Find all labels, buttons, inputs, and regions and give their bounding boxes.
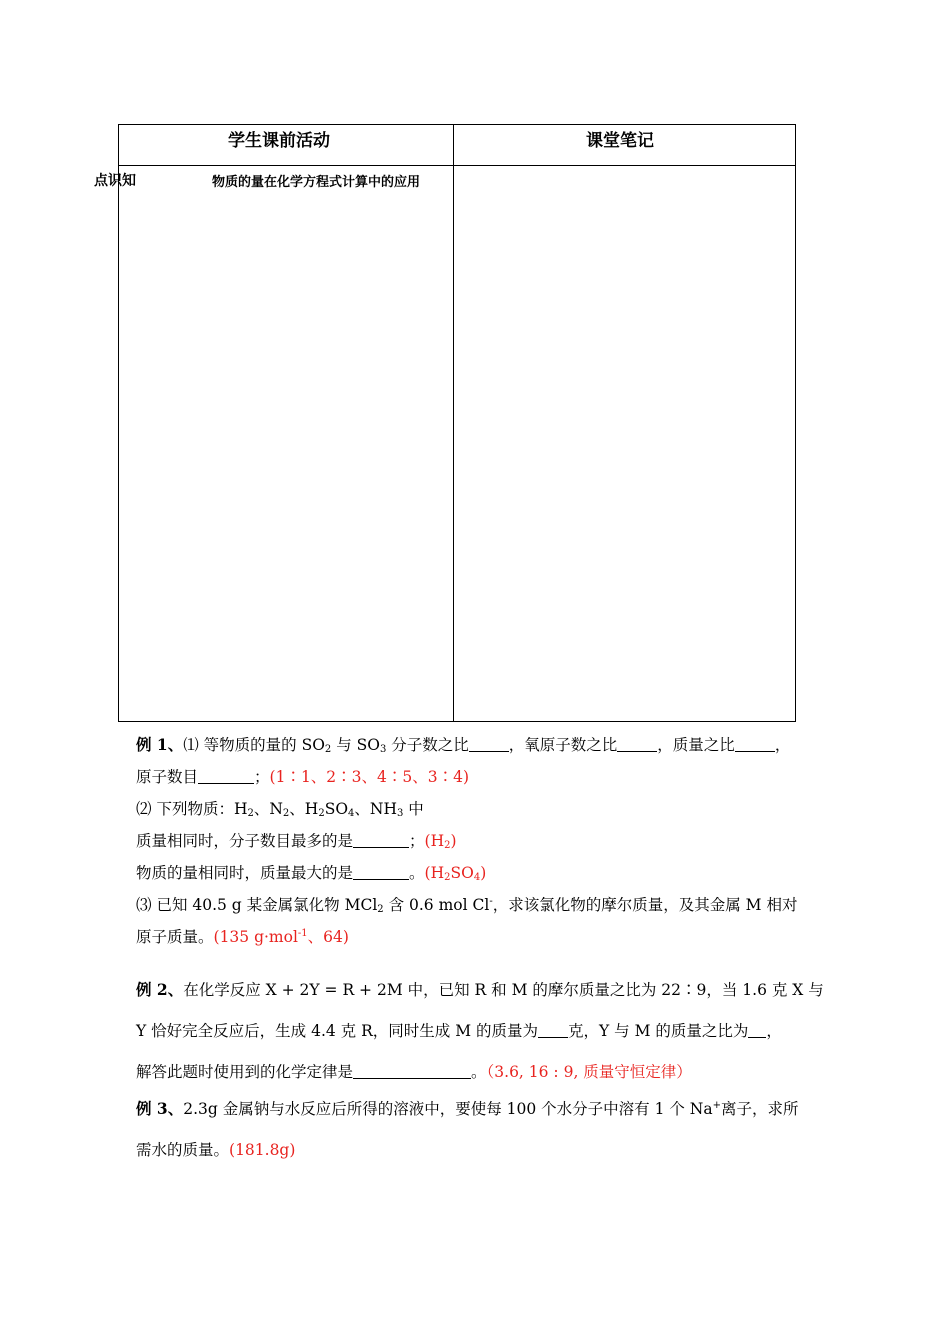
blank [198, 769, 254, 784]
blank [538, 1023, 568, 1038]
ex1-line3: ⑵ 下列物质：$H_2$、$N_2$、$H_2SO_4$、$NH_3$ 中 [136, 800, 424, 819]
column-divider [453, 125, 454, 721]
class-notes-header: 课堂笔记 [586, 131, 654, 151]
ex3-line1: 例 3、2.3g 金属钠与水反应后所得的溶液中，要使每 100 个水分子中溶有 1 个 Na+离子，求所 [136, 1099, 799, 1118]
ex3-line2: 需水的质量。(181.8g) [136, 1141, 296, 1159]
ex2-line1: 例 2、在化学反应 X + 2Y = R + 2M 中，已知 R 和 M 的摩尔质量之比为 22∶9，当 1.6 克 X 与 [136, 980, 824, 999]
ex2-line3: 解答此题时使用到的化学定律是 。（3.6, 16 : 9, 质量守恒定律） [136, 1063, 692, 1081]
blank [469, 737, 509, 752]
student-activity-header: 学生课前活动 [228, 131, 330, 151]
ex1-p1-answer: (1∶1、2∶3、4∶5、3∶4) [269, 768, 470, 786]
ex1-line1: 例 1、⑴ 等物质的量的 $SO_2$ 与 $SO_3$ 分子数之比 ，氧原子数之比 ，质量之比 ， [136, 735, 791, 755]
blank [353, 865, 409, 880]
header-divider [119, 165, 795, 166]
ex1-p3-answer: (135 g·mol$^{-1}$、64) [213, 928, 349, 946]
ex2-line2: Y 恰好完全反应后，生成 4.4 克 R，同时生成 M 的质量为 克，Y 与 M 的质量之比为 ， [136, 1022, 782, 1040]
ex1-p2-answer2: $(H_2SO_4)$ [424, 864, 487, 883]
topic-title: 物质的量在化学方程式计算中的应用 [212, 175, 421, 190]
blank [735, 737, 775, 752]
ex1-line4: 质量相同时，分子数目最多的是 ；$(H_2)$ [136, 832, 457, 851]
ex1-line7: 原子质量。(135 g·mol$^{-1}$、64) [136, 928, 349, 946]
ex2-answer: （3.6, 16 : 9, 质量守恒定律） [486, 1063, 692, 1081]
knowledge-point-label: 点识知 [94, 173, 136, 189]
blank [617, 737, 657, 752]
blank [353, 1064, 471, 1079]
blank [353, 833, 409, 848]
lesson-table [118, 124, 796, 722]
ex1-line6: ⑶ 已知 40.5 g 某金属氯化物 MCl$_2$ 含 0.6 mol Cl-，求该氯化物的摩尔质量，及其金属 M 相对 [136, 896, 798, 915]
ex1-line5: 物质的量相同时，质量最大的是 。$(H_2SO_4)$ [136, 864, 487, 883]
ex1-p2-answer1: $(H_2)$ [424, 832, 457, 851]
ex1-line2: 原子数目 ；(1∶1、2∶3、4∶5、3∶4) [136, 768, 470, 786]
blank [748, 1023, 766, 1038]
ex3-answer: (181.8g) [229, 1141, 296, 1159]
